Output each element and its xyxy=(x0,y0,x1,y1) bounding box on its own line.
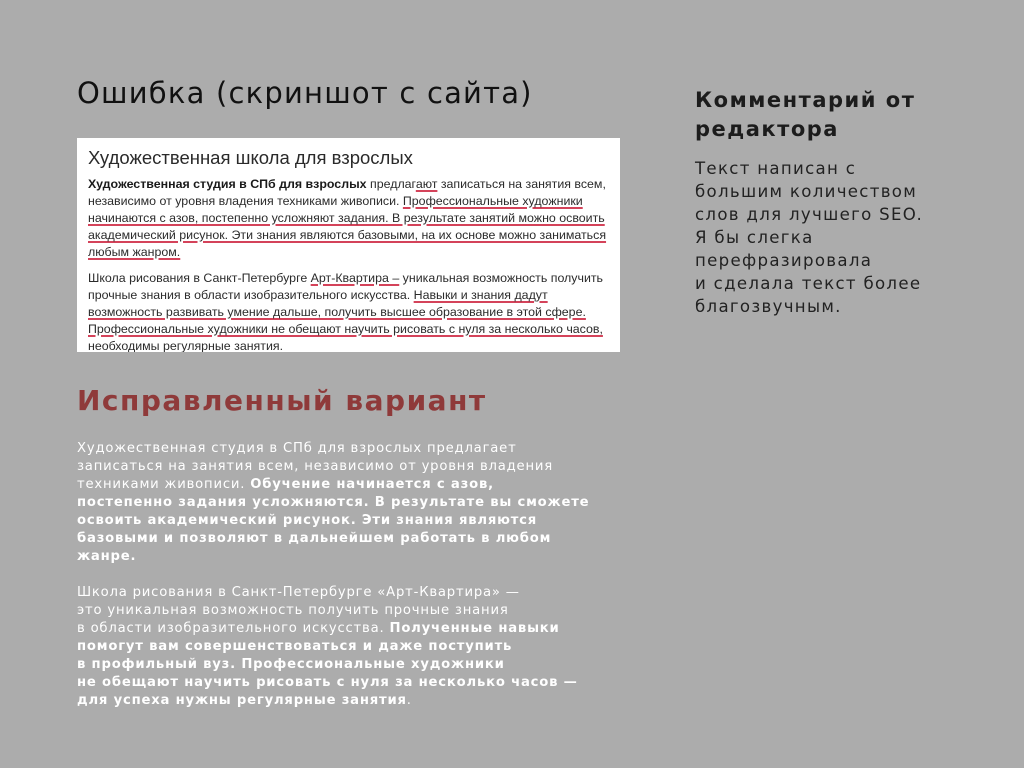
editor-comment-line: благозвучным. xyxy=(695,297,842,316)
editor-comment-line: и сделала текст более xyxy=(695,274,922,293)
screenshot-heading: Художественная школа для взрослых xyxy=(88,147,413,168)
text-run: . xyxy=(406,693,412,708)
corrected-paragraph-1 xyxy=(77,440,622,566)
text-run: записаться на занятия всем, независимо от уровня владения техниками живописи. xyxy=(88,177,606,208)
text-run: записаться на занятия всем, независимо от уровня владения xyxy=(77,459,553,474)
editor-comment-line: перефразировала xyxy=(695,251,873,270)
text-run: Художественная студия в СПб для взрослых предлагает xyxy=(77,441,517,456)
editor-comment-title xyxy=(695,86,915,144)
bold-text-run: не обещают научить рисовать с нуля за несколько часов — xyxy=(77,675,578,690)
editor-comment-line: слов для лучшего SEO. xyxy=(695,205,924,224)
editor-comment-line: Я бы слегка xyxy=(695,228,814,247)
website-screenshot xyxy=(77,138,620,352)
text-line xyxy=(77,674,622,692)
bold-text-run: Обучение начинается с азов, xyxy=(250,477,494,492)
text-line xyxy=(77,530,622,548)
highlighted-error-text: Навыки и знания дадут возможность развивать умение дальше, получить высшее образование в этой сфере. Профессиональные художники не обещают научить рисовать с нуля за несколько часов, необходимы регулярные занятия. xyxy=(88,288,603,352)
text-run: Школа рисования в Санкт-Петербурге xyxy=(88,271,311,285)
text-line xyxy=(77,656,622,674)
text-line xyxy=(77,440,622,458)
text-run: предлаг xyxy=(366,177,416,191)
screenshot-paragraph-1 xyxy=(88,176,608,261)
bold-text-run: базовыми и позволяют в дальнейшем работать в любом xyxy=(77,531,552,546)
bold-text-run: Полученные навыки xyxy=(389,621,560,636)
bold-text-run: постепенно задания усложняются. В результате вы сможете xyxy=(77,495,590,510)
text-run: Школа рисования в Санкт-Петербурге «Арт-Квартира» — xyxy=(77,585,520,600)
text-run: это уникальная возможность получить прочные знания xyxy=(77,603,509,618)
corrected-paragraph-2 xyxy=(77,584,622,710)
screenshot-paragraph-2 xyxy=(88,270,608,352)
bold-text-run: помогут вам совершенствоваться и даже поступить xyxy=(77,639,513,654)
text-line xyxy=(77,692,622,710)
corrected-version-title: Исправленный вариант xyxy=(77,384,487,417)
bold-text-run: освоить академический рисунок. Эти знания являются xyxy=(77,513,538,528)
editor-comment-line: Текст написан с xyxy=(695,159,857,178)
bold-text-run: для успеха нужны регулярные занятия xyxy=(77,693,407,708)
text-line xyxy=(77,494,622,512)
text-run: техниками живописи. xyxy=(77,477,251,492)
paragraph-gap xyxy=(77,566,622,584)
bold-text-run: в профильный вуз. Профессиональные художники xyxy=(77,657,505,672)
editor-comment-text xyxy=(695,157,923,318)
text-run: Художественная студия в СПб для взрослых xyxy=(88,177,367,191)
error-section-title: Ошибка (скриншот с сайта) xyxy=(77,76,533,110)
text-line xyxy=(77,584,622,602)
corrected-text xyxy=(77,440,622,710)
editor-comment-title-line: Комментарий от xyxy=(695,88,916,112)
text-line xyxy=(77,620,622,638)
editor-comment-title-line: редактора xyxy=(695,117,839,141)
text-run: в области изобразительного искусства. xyxy=(77,621,390,636)
highlighted-error-text: Арт-Квартира – xyxy=(310,271,400,285)
bold-text-run: жанре. xyxy=(77,549,137,564)
text-line xyxy=(77,512,622,530)
text-line xyxy=(77,638,622,656)
highlighted-error-text: Профессиональные художники начинаются с азов, постепенно усложняют задания. В результате занятий можно освоить академический рисунок. Эти знания являются базовыми, на их основе можно заниматься любым жанром. xyxy=(88,194,607,259)
editor-comment-line: большим количеством xyxy=(695,182,918,201)
text-line xyxy=(77,476,622,494)
text-line xyxy=(77,458,622,476)
text-run: уникальная возможность получить прочные знания в области изобразительного искусства. xyxy=(88,271,603,302)
text-line xyxy=(77,548,622,566)
highlighted-error-text: ают xyxy=(415,177,438,191)
text-line xyxy=(77,602,622,620)
